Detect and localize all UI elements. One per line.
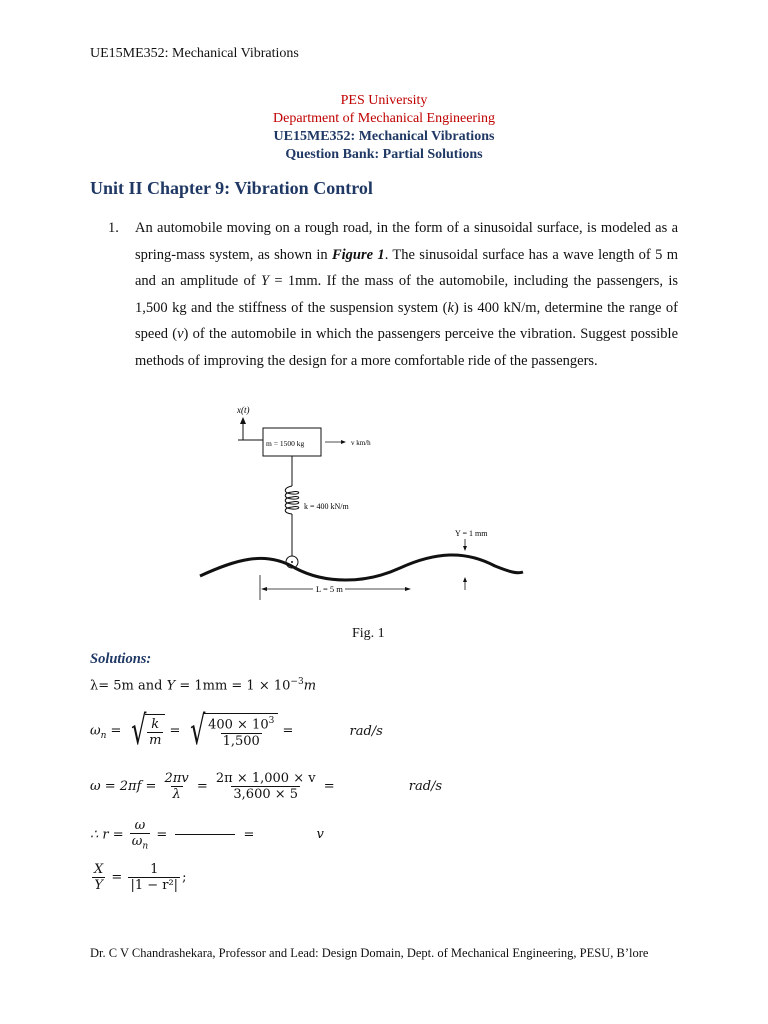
equation-forcing-frequency: ω = 2πf = $\frac{2\pi v}{\lambda}$ = $\frac{2\pi \times 1,000 \times v}{3,600 \times 5}$ = rad/s	[90, 771, 443, 802]
wavelength-arrowhead-left	[261, 587, 267, 591]
spring-coil	[285, 486, 299, 514]
running-header: UE15ME352: Mechanical Vibrations	[90, 46, 299, 61]
document-type: Question Bank: Partial Solutions	[285, 147, 483, 162]
displacement-arrowhead	[240, 417, 246, 424]
university-name: PES University	[340, 93, 428, 108]
spring-mass-road-diagram	[195, 400, 525, 600]
velocity-label: v km/h	[351, 439, 371, 447]
question-number: 1.	[108, 220, 119, 236]
equation-1: λ= 5m and $Y = 1mm = 1 \times 10^{-3}m$	[90, 677, 317, 694]
velocity-arrowhead	[341, 440, 346, 444]
department-name: Department of Mechanical Engineering	[273, 111, 495, 126]
amplitude-arrowhead-bottom	[463, 577, 467, 582]
question-text: An automobile moving on a rough road, in the form of a sinusoidal surface, is modeled as a spring-mass system, as shown in Figure 1. The sinusoidal surface has a wave length of 5 m and an amplitude of Y = 1mm. If the mass of the automobile, including the passengers, is 1,500 kg and the stiffness of the suspension system (k) is 400 kN/m, determine the range of speed (v) of the automobile in which the passengers perceive the vibration. Suggest possible methods of improving the design for a more comfortable ride of the passengers.	[135, 220, 679, 369]
spring-label: k = 400 kN/m	[304, 502, 349, 511]
question-1	[108, 215, 678, 374]
displacement-label: x(t)	[237, 405, 250, 415]
chapter-heading: Unit II Chapter 9: Vibration Control	[90, 178, 373, 198]
equation-transmissibility: $\frac{X}{Y}$ = $\frac{1}{\text{|1 − r²|}}$ ;	[94, 862, 187, 893]
amplitude-label: Y = 1 mm	[455, 529, 488, 538]
sinusoidal-road	[200, 555, 523, 580]
figure-1	[195, 400, 525, 605]
wavelength-label: L = 5 m	[316, 584, 343, 594]
equation-frequency-ratio: ∴ r = $\frac{\omega}{\omega_n}$ = = v	[90, 818, 324, 852]
page-footer: Dr. C V Chandrashekara, Professor and Lead: Design Domain, Dept. of Mechanical Engineering, PESU, B’lore	[90, 946, 649, 960]
wavelength-arrowhead-right	[405, 587, 411, 591]
figure-caption: Fig. 1	[352, 626, 385, 641]
mass-label: m = 1500 kg	[266, 439, 305, 448]
solutions-heading: Solutions:	[90, 651, 152, 667]
blank-fraction	[175, 834, 235, 835]
title-block	[0, 92, 768, 164]
wheel-axle	[291, 561, 293, 563]
course-title: UE15ME352: Mechanical Vibrations	[273, 129, 495, 144]
equation-natural-frequency: $\omega_n$ = √ $\frac{k}{m}$ = √ $\frac{400 \times 10^3}{1,500}$ = rad/s	[90, 708, 383, 754]
figure-reference: Figure 1	[331, 246, 385, 263]
amplitude-arrowhead-top	[463, 546, 467, 551]
